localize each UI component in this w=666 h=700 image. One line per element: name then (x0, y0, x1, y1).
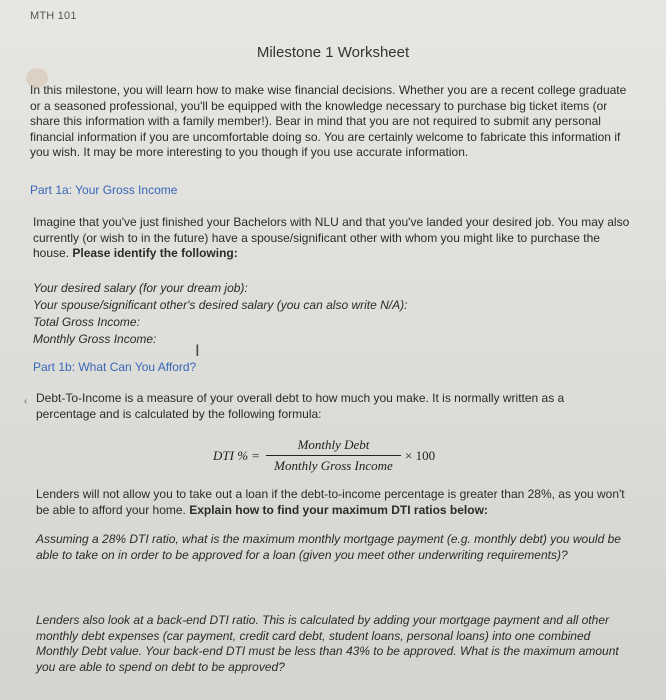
field-desired-salary[interactable]: Your desired salary (for your dream job): (33, 281, 248, 295)
formula-lhs: DTI % = (213, 448, 261, 463)
margin-mark-icon: ‹ (24, 396, 28, 407)
income-fields (33, 280, 407, 348)
part-1b-paragraph: Debt-To-Income is a measure of your overall debt to how much you make. It is normally written as a percentage and is calculated by the following formula: (36, 391, 565, 421)
part-1a-paragraph (33, 215, 633, 262)
intro-paragraph: In this milestone, you will learn how to make wise financial decisions. Whether you are a recent college graduate or a seasoned professional, you'll be equipped with the knowledge necessary to purchase big ticket items (or share this information with a family member!). Bear in mind that you are not required to submit any personal financial information if you are uncomfortable doing so. You are certainly welcome to fabricate this information if you wish. It may be more interesting to you though if you use accurate information. (30, 83, 627, 159)
question-front-end-dti[interactable]: Assuming a 28% DTI ratio, what is the maximum monthly mortgage payment (e.g. monthly debt) you would be able to take on in order to be approved for a loan (given you meet other underwriting requirements)? (36, 532, 621, 562)
formula-numerator: Monthly Debt (297, 437, 370, 452)
part-1a-text: Imagine that you've just finished your Bachelors with NLU and that you've landed your desired job. You may also currently (or wish to in the future) have a spouse/significant other with whom you might like to purchase the house. (33, 215, 630, 260)
question-back-end-dti[interactable]: Lenders also look at a back-end DTI ratio. This is calculated by adding your mortgage payment and all other monthly debt expenses (car payment, credit card debt, student loans, personal loans) into one combined Monthly Debt value. Your back-end DTI must be less than 43% to be approved. What is the maximum amount you are able to spend on debt to be approved? (36, 613, 619, 674)
field-total-gross-income[interactable]: Total Gross Income: (33, 315, 140, 329)
part-1a-heading: Part 1a: Your Gross Income (30, 183, 178, 197)
part-1b-heading: Part 1b: What Can You Afford? (33, 360, 197, 374)
dti-instruction: Explain how to find your maximum DTI ratios below: (189, 502, 488, 517)
dti-limit-paragraph (36, 487, 626, 518)
field-spouse-salary[interactable]: Your spouse/significant other's desired salary (you can also write N/A): (33, 298, 408, 312)
text-cursor-icon: I (195, 341, 200, 360)
course-label: MTH 101 (30, 10, 77, 22)
formula-denominator: Monthly Gross Income (274, 458, 393, 473)
formula-fraction (266, 437, 401, 474)
part-1a-instruction: Please identify the following: (72, 246, 238, 260)
dti-limit-text: Lenders will not allow you to take out a loan if the debt-to-income percentage is greater than 28%, as you won't be able to afford your home. (36, 487, 625, 517)
page-title: Milestone 1 Worksheet (256, 44, 410, 61)
field-monthly-gross-income[interactable]: Monthly Gross Income: (33, 332, 157, 346)
formula-multiplier: × 100 (405, 448, 436, 463)
